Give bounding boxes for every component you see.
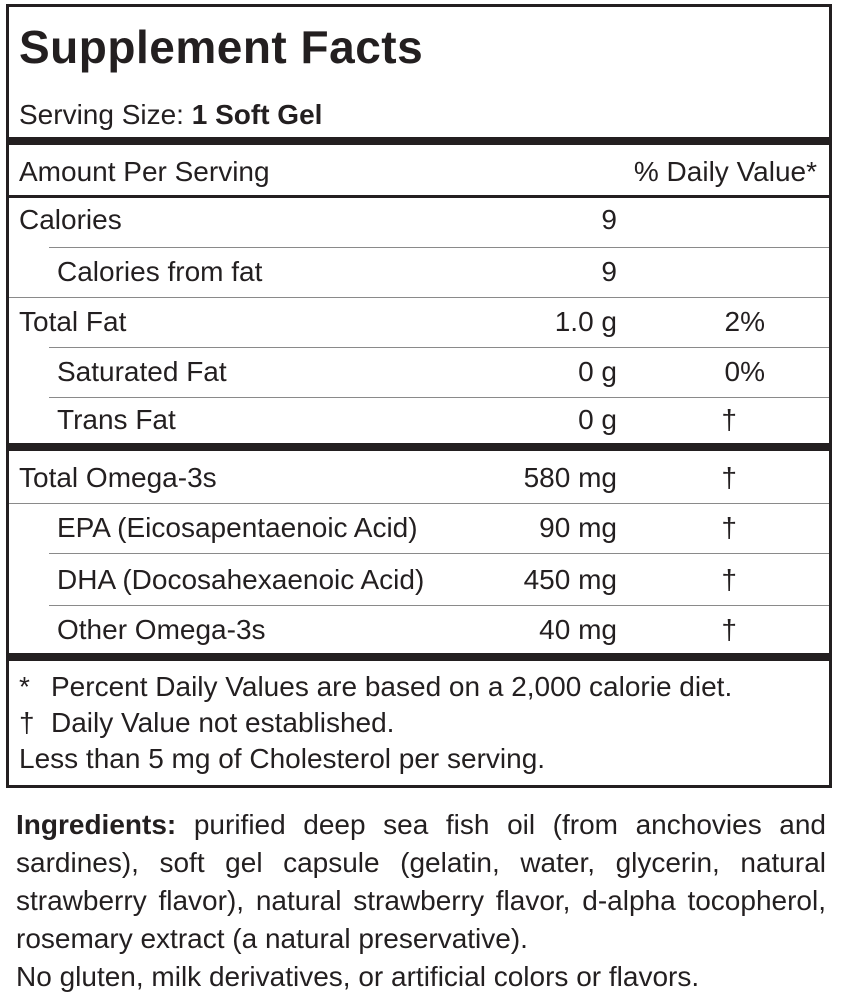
- nutrient-name: Total Fat: [19, 306, 127, 337]
- serving-size-label: Serving Size:: [19, 99, 184, 130]
- amount-per-serving-header: Amount Per Serving: [19, 156, 270, 187]
- nutrient-row-other-omega-3s: [9, 607, 829, 653]
- nutrient-daily-value: †: [721, 462, 737, 493]
- nutrient-amount: 450 mg: [523, 564, 617, 595]
- panel-title: Supplement Facts: [19, 21, 424, 73]
- divider-thin: [49, 347, 829, 348]
- nutrient-daily-value: †: [721, 512, 737, 543]
- column-header-row: [9, 149, 829, 195]
- divider-thin: [9, 297, 829, 298]
- nutrient-name: Calories: [19, 204, 122, 235]
- nutrient-row-total-omega-3s: [9, 455, 829, 501]
- divider-thick: [9, 443, 829, 451]
- ingredients-label: Ingredients:: [16, 809, 177, 840]
- nutrient-name: Other Omega-3s: [57, 614, 266, 645]
- daily-value-header: % Daily Value*: [633, 156, 817, 187]
- nutrient-name: EPA (Eicosapentaenoic Acid): [57, 512, 418, 543]
- nutrient-daily-value: †: [721, 564, 737, 595]
- nutrient-amount: 90 mg: [539, 512, 617, 543]
- divider-thick: [9, 653, 829, 661]
- footnote-daily-value-text: Percent Daily Values are based on a 2,000 calorie diet.: [51, 671, 733, 702]
- nutrient-row-calories: [9, 197, 829, 243]
- divider-thick: [9, 137, 829, 145]
- nutrient-name: Saturated Fat: [57, 356, 227, 387]
- nutrient-row-calories-from-fat: [9, 249, 829, 295]
- supplement-facts-panel: [6, 4, 832, 788]
- nutrient-amount: 0 g: [578, 404, 617, 435]
- nutrient-daily-value: 0%: [724, 356, 765, 387]
- nutrient-name: Trans Fat: [57, 404, 176, 435]
- divider-thin: [49, 605, 829, 606]
- serving-size: [19, 95, 322, 135]
- ingredients-statement: [16, 806, 826, 958]
- nutrient-row-epa: [9, 505, 829, 551]
- nutrient-amount: 9: [601, 256, 617, 287]
- nutrient-row-dha: [9, 557, 829, 603]
- free-from-statement: No gluten, milk derivatives, or artificial colors or flavors.: [16, 961, 700, 992]
- nutrient-daily-value: †: [721, 404, 737, 435]
- nutrient-name: Total Omega-3s: [19, 462, 217, 493]
- nutrient-amount: 580 mg: [523, 462, 617, 493]
- dagger-symbol: †: [19, 707, 35, 738]
- nutrient-row-trans-fat: [9, 397, 829, 443]
- serving-size-value: 1 Soft Gel: [191, 99, 323, 130]
- nutrient-row-saturated-fat: [9, 349, 829, 395]
- asterisk-symbol: *: [19, 671, 30, 702]
- nutrient-amount: 1.0 g: [554, 306, 617, 337]
- footnote-dagger-text: Daily Value not established.: [51, 707, 395, 738]
- nutrient-row-total-fat: [9, 299, 829, 345]
- nutrient-name: Calories from fat: [57, 256, 263, 287]
- footnote-cholesterol: Less than 5 mg of Cholesterol per serving.: [19, 743, 546, 774]
- nutrient-amount: 40 mg: [539, 614, 617, 645]
- divider-thin: [9, 503, 829, 504]
- nutrient-name: DHA (Docosahexaenoic Acid): [57, 564, 425, 595]
- footnote-daily-value: [19, 669, 819, 705]
- ingredients-text: purified deep sea fish oil (from anchovies and sardines), soft gel capsule (gelatin, water, glycerin, natural strawberry flavor), natural strawberry flavor, d-alpha tocopherol, rosemary extract (a natural preservative).: [16, 809, 827, 954]
- nutrient-amount: 0 g: [578, 356, 617, 387]
- nutrient-daily-value: 2%: [724, 306, 765, 337]
- footnote-dagger: [19, 705, 819, 741]
- nutrient-daily-value: †: [721, 614, 737, 645]
- divider-thin: [49, 247, 829, 248]
- divider-thin: [49, 553, 829, 554]
- nutrient-amount: 9: [601, 204, 617, 235]
